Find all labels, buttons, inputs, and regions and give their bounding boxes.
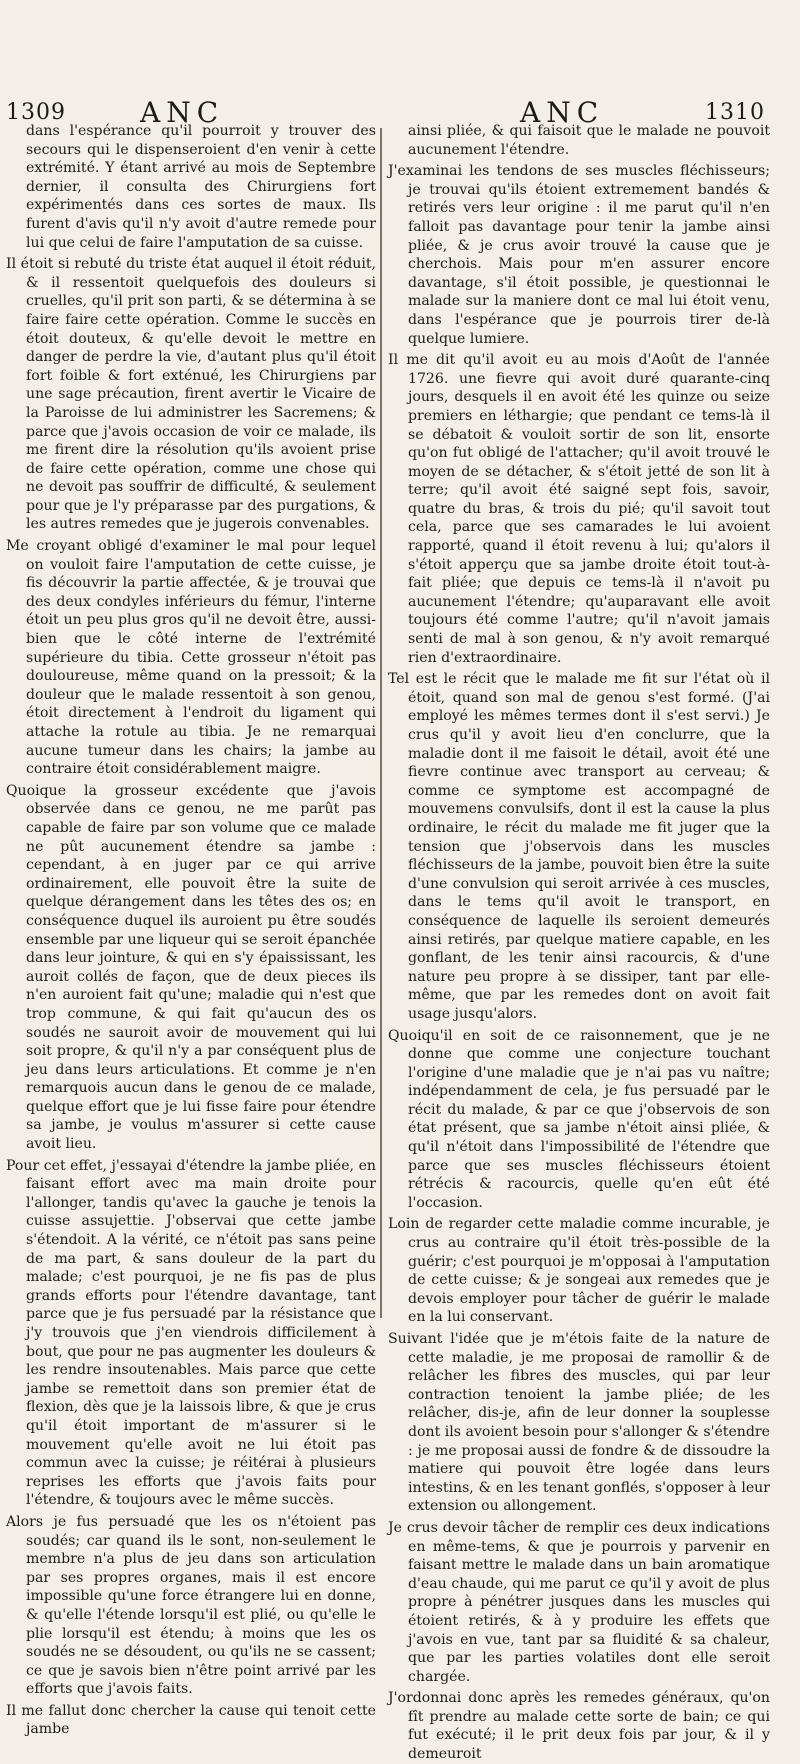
left-running-title: ANC xyxy=(140,96,225,129)
paragraph: Quoique la grosseur excédente que j'avois observée dans ce genou, ne me parût pas capable de faire par son volume que ce malade ne pût aucunement étendre sa jambe : cependant, à en juger par ce qui arrive ordinairement, elle pouvoit être la suite de quelque dérangement dans les têtes des os; en conséquence duquel ils auroient pu être soudés ensemble par une liqueur qui se seroit épanchée dans leur jointure, & qui en s'y épaississant, les auroit collés de façon, que de deux pieces ils n'en auroient fait qu'une; maladie qui n'est que trop commune, & qui fait qu'aucun des os soudés ne sauroit avoir de mouvement qui lui soit propre, & qu'il n'y a par conséquent plus de jeu dans leurs articulations. Et comme je n'en remarquois aucun dans le genou de ce malade, quelque effort que je lui fisse faire pour étendre sa jambe, je voulus m'assurer si cette cause avoit lieu. xyxy=(6,782,376,1153)
paragraph: J'examinai les tendons de ses muscles fléchisseurs; je trouvai qu'ils étoient extremement bandés & retirés vers leur origine : il me parut qu'il n'en falloit pas davantage pour tenir la jambe ainsi pliée, & je crus avoir trouvé la cause que je cherchois. Mais pour m'en assurer encore davantage, s'il étoit possible, je questionnai le malade sur la maniere dont ce mal lui étoit venu, dans l'espérance que je pourrois tirer de-là quelque lumiere. xyxy=(388,163,770,347)
paragraph: Il étoit si rebuté du triste état auquel il étoit réduit, & il ressentoit quelquefois des douleurs si cruelles, qu'il prit son parti, & se détermina à se faire faire cette opération. Comme le succès en étoit douteux, & qu'elle devoit le mettre en danger de perdre la vie, d'autant plus qu'il étoit fort foible & fort exténué, les Chirurgiens par une sage précaution, firent avertir le Vicaire de la Paroisse de lui administrer les Sacremens; & parce que j'avois occasion de voir ce malade, ils me firent dire la résolution qu'ils avoient prise de faire cette opération, comme une chose qui ne devoit pas souffrir de difficulté, & seulement pour que je l'y préparasse par des purgations, & les autres remedes que je jugerois convenables. xyxy=(6,256,376,533)
right-page-number: 1310 xyxy=(705,100,765,125)
paragraph: Loin de regarder cette maladie comme incurable, je crus au contraire qu'il étoit très-possible de la guérir; c'est pourquoi je m'opposai à l'amputation de cette cuisse; & je songeai aux remedes que je devois employer pour tâcher de guérir le malade en la lui conservant. xyxy=(388,1216,770,1326)
paragraph: Quoiqu'il en soit de ce raisonnement, que je ne donne que comme une conjecture touchant l'origine d'une maladie que je n'ai pas vu naître; indépendamment de cela, je fus persuadé par le récit du malade, & par ce que j'observois de son état présent, que sa jambe n'étoit ainsi pliée, & qu'il n'étoit dans l'impossibilité de l'étendre que parce que ses muscles fléchisseurs étoient rétrécis & racourcis, quelle qu'en eût été l'occasion. xyxy=(388,1027,770,1211)
paragraph: Je crus devoir tâcher de remplir ces deux indications en même-tems, & que je pourrois y parvenir en faisant mettre le malade dans un bain aromatique d'eau chaude, qui me parut ce qu'il y avoit de plus propre à pénétrer jusques dans les muscles qui étoient retirés, & à y produire les effets que j'avois en vue, tant par sa fluidité & sa chaleur, que par les parties volatiles dont elle seroit chargée. xyxy=(388,1519,770,1685)
paragraph: dans l'espérance qu'il pourroit y trouver des secours qui le dispenseroient d'en venir à cette extrémité. Y étant arrivé au mois de Septembre dernier, il consulta des Chirurgiens fort expérimentés dans ces sortes de maux. Ils furent d'avis qu'il n'y avoit d'autre remede pour lui que celui de faire l'amputation de sa cuisse. xyxy=(26,123,376,251)
paragraph: Pour cet effet, j'essayai d'étendre la jambe pliée, en faisant effort avec ma main droite pour l'allonger, tandis qu'avec la gauche je tenois la cuisse assujettie. J'observai que cette jambe s'étendoit. A la vérité, ce n'étoit pas sans peine de ma part, & sans douleur de la part du malade; c'est pourquoi, je ne fis pas de plus grands efforts pour l'étendre davantage, tant parce que je fus persuadé par la résistance que j'y trouvois que j'en viendrois difficilement à bout, que pour ne pas augmenter les douleurs & les rendre insoutenables. Mais parce que cette jambe se remettoit dans son premier état de flexion, dès que je la laissois libre, & que je crus qu'il étoit important de m'assurer si le mouvement qu'elle avoit ne lui étoit pas commun avec la cuisse; je réitérai à plusieurs reprises les efforts que j'avois faits pour l'étendre, & toujours avec le même succès. xyxy=(6,1157,376,1509)
paragraph: ainsi pliée, & qui faisoit que le malade ne pouvoit aucunement l'étendre. xyxy=(408,123,770,158)
paragraph: Tel est le récit que le malade me fit sur l'état où il étoit, quand son mal de genou s'est formé. (J'ai employé les mêmes termes dont il s'est servi.) Je crus qu'il y avoit lieu d'en conclurre, que la maladie dont il me faisoit le détail, avoit été une fievre continue avec transport au cerveau; & comme ce symptome est accompagné de mouvemens convulsifs, dont il est la cause la plus ordinaire, le récit du malade me fit juger que la tension que j'observois dans les muscles fléchisseurs de la jambe, pouvoit bien être la suite d'une convulsion qui seroit arrivée à ces muscles, dans le tems qu'il avoit le transport, en conséquence de laquelle ils seroient demeurés ainsi retirés, par quelque matiere capable, en les gonflant, de les tenir ainsi racourcis, & d'une nature peu propre à se dissiper, tant par elle-même, que par les remedes dont on avoit fait usage jusqu'alors. xyxy=(388,671,770,1022)
paragraph: Il me fallut donc chercher la cause qui tenoit cette jambe xyxy=(6,1702,376,1738)
paragraph: Il me dit qu'il avoit eu au mois d'Août de l'année 1726. une fievre qui avoit duré quarante-cinq jours, desquels il en avoit été les quinze ou seize premiers en léthargie; que pendant ce tems-là il se débatoit & vouloit sortir de son lit, ensorte qu'on fut obligé de l'attacher; qu'il avoit trouvé le moyen de se détacher, & s'étoit jetté de son lit à terre; qu'il avoit été saigné sept fois, savoir, quatre du bras, & trois du pié; qu'il savoit tout cela, parce que ses camarades le lui avoient rapporté, quand il étoit revenu à lui; qu'alors il s'étoit apperçu que sa jambe droite étoit tout-à-fait pliée; que depuis ce tems-là il n'avoit pu aucunement l'étendre; qu'auparavant elle avoit toujours été comme l'autre; qu'il n'avoit jamais senti de mal à son genou, & n'y avoit remarqué rien d'extraordinaire. xyxy=(388,352,770,666)
paragraph: Me croyant obligé d'examiner le mal pour lequel on vouloit faire l'amputation de cette cuisse, je fis découvrir la partie affectée, & je trouvai que des deux condyles inférieurs du fémur, l'interne étoit un peu plus gros qu'il ne devoit être, aussi-bien que le côté interne de l'extrémité supérieure du tibia. Cette grosseur n'étoit pas douloureuse, même quand on la pressoit; & la douleur que le malade ressentoit à son genou, étoit directement à l'endroit du ligament qui attache la rotule au tibia. Je ne remarquai aucune tumeur dans les chairs; la jambe au contraire étoit considérablement maigre. xyxy=(6,538,376,778)
left-page-number: 1309 xyxy=(6,100,66,125)
paragraph: Suivant l'idée que je m'étois faite de la nature de cette maladie, je me proposai de ramollir & de relâcher les fibres des muscles, qui par leur contraction tenoient la jambe pliée; de les relâcher, dis-je, afin de leur donner la souplesse dont ils avoient besoin pour s'allonger & s'étendre : je me proposai aussi de fondre & de dissoudre la matiere qui pouvoit être logée dans leurs intestins, & en les tenant gonflés, s'opposer à leur extension ou allongement. xyxy=(388,1331,770,1515)
paragraph: Alors je fus persuadé que les os n'étoient pas soudés; car quand ils le sont, non-seulement le membre n'a plus de jeu dans son articulation par ses propres organes, mais il est encore impossible qu'une force étrangere lui en donne, & qu'elle l'étende lorsqu'il est plié, ou qu'elle le plie lorsqu'il est étendu; à moins que les os soudés ne se désoudent, ou qu'ils ne se cassent; ce que je savois bien n'être point arrivé par les efforts que j'avois faits. xyxy=(6,1513,376,1698)
paragraph: J'ordonnai donc après les remedes généraux, qu'on fît prendre au malade cette sorte de bain; ce qui fut exécuté; il le prit deux fois par jour, & il y demeuroit xyxy=(388,1690,770,1763)
right-column xyxy=(388,122,770,1763)
right-running-title: ANC xyxy=(520,96,605,129)
left-column xyxy=(6,122,376,1738)
column-divider xyxy=(380,128,382,1318)
